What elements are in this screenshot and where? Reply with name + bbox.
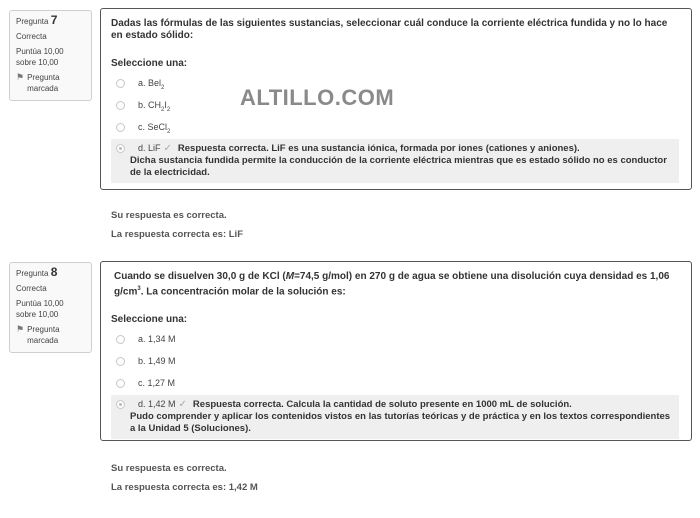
radio-button[interactable] — [116, 123, 125, 132]
right-answer-text: La respuesta correcta es: 1,42 M — [111, 482, 258, 493]
answer-list — [111, 329, 679, 439]
answer-option-b[interactable]: b. $CH_2I_2$ — [111, 95, 679, 117]
question-text: Cuando se disuelven 30,0 g de KCl (M=74,5 g/mol) en 270 g de agua se obtiene una disolución cuya densidad es 1,06 $g/cm^3$. La concentración molar de la solución es: — [114, 271, 670, 298]
feedback-text: Respuesta correcta. Calcula la cantidad de soluto presente en 1000 mL de solución. — [192, 399, 572, 411]
question-state: Correcta — [16, 284, 47, 293]
answer-option-c[interactable]: c. SeCl$_2$ — [111, 117, 679, 139]
question-grade: Puntúa 10,00 sobre 10,00 — [16, 299, 64, 319]
feedback-text: Respuesta correcta. LiF es una sustancia iónica, formada por iones (cationes y aniones). — [177, 143, 580, 154]
answer-option-a[interactable]: a. Bel$_2$ — [111, 73, 679, 95]
answer-list — [111, 73, 679, 183]
flag-question-toggle[interactable]: ⚑ Pregunta marcada — [16, 72, 60, 93]
radio-button-selected[interactable] — [116, 144, 125, 153]
radio-button[interactable] — [116, 335, 125, 344]
flag-question-toggle[interactable]: ⚑ Pregunta marcada — [16, 324, 60, 345]
answer-option-d[interactable]: d. LiF ✓ Respuesta correcta. LiF es una sustancia iónica, formada por iones (cationes y aniones). Dicha sustancia fundida permite la conducción de la corriente eléctrica mientras que es estado sólido no es conductor de la electricidad. — [111, 139, 679, 183]
checkmark-icon: ✓ — [178, 399, 187, 411]
answer-option-a[interactable]: a. 1,34 M — [111, 329, 679, 351]
watermark: ALTILLO.COM — [240, 85, 395, 110]
radio-button[interactable] — [116, 357, 125, 366]
flag-icon: ⚑ — [16, 72, 25, 82]
answer-prompt: Seleccione una: — [111, 58, 188, 69]
question-text: Dadas las fórmulas de las siguientes sustancias, seleccionar cuál conduce la corriente eléctrica fundida y no lo hace en estado sólido: — [111, 18, 668, 41]
answer-option-b[interactable]: b. 1,49 M — [111, 351, 679, 373]
answer-prompt: Seleccione una: — [111, 314, 188, 326]
feedback-text-continued: Pudo comprender y aplicar los contenidos vistos en las tutorías teóricas y de práctica y en los textos correspondientes a la Unidad 5 (Soluciones). — [130, 411, 671, 435]
outcome-text: Su respuesta es correcta. — [111, 210, 227, 221]
question-7-content — [100, 8, 692, 190]
question-grade: Puntúa 10,00 sobre 10,00 — [16, 47, 64, 67]
question-7-outcome — [111, 210, 243, 248]
checkmark-icon: ✓ — [163, 143, 172, 154]
question-state: Correcta — [16, 32, 47, 41]
radio-button[interactable] — [116, 379, 125, 388]
answer-option-d[interactable]: d. 1,42 M ✓ Respuesta correcta. Calcula la cantidad de soluto presente en 1000 mL de solución. Pudo comprender y aplicar los contenidos vistos en las tutorías teóricas y de práctica y en los textos correspondientes a la Unidad 5 (Soluciones). — [111, 395, 679, 439]
flag-icon: ⚑ — [16, 324, 25, 334]
answer-option-c[interactable]: c. 1,27 M — [111, 373, 679, 395]
question-7-info — [9, 10, 92, 101]
question-8-content — [100, 261, 692, 441]
radio-button[interactable] — [116, 101, 125, 110]
outcome-text: Su respuesta es correcta. — [111, 463, 227, 474]
radio-button[interactable] — [116, 79, 125, 88]
feedback-text-continued: Dicha sustancia fundida permite la conducción de la corriente eléctrica mientras que es estado sólido no es conductor de la electricidad. — [130, 155, 667, 178]
question-8-info — [9, 262, 92, 353]
right-answer-text: La respuesta correcta es: LiF — [111, 229, 243, 240]
question-number: Pregunta 7 — [16, 13, 58, 27]
radio-button-selected[interactable] — [116, 400, 125, 409]
question-8-outcome — [111, 463, 258, 501]
question-number: Pregunta 8 — [16, 265, 58, 279]
